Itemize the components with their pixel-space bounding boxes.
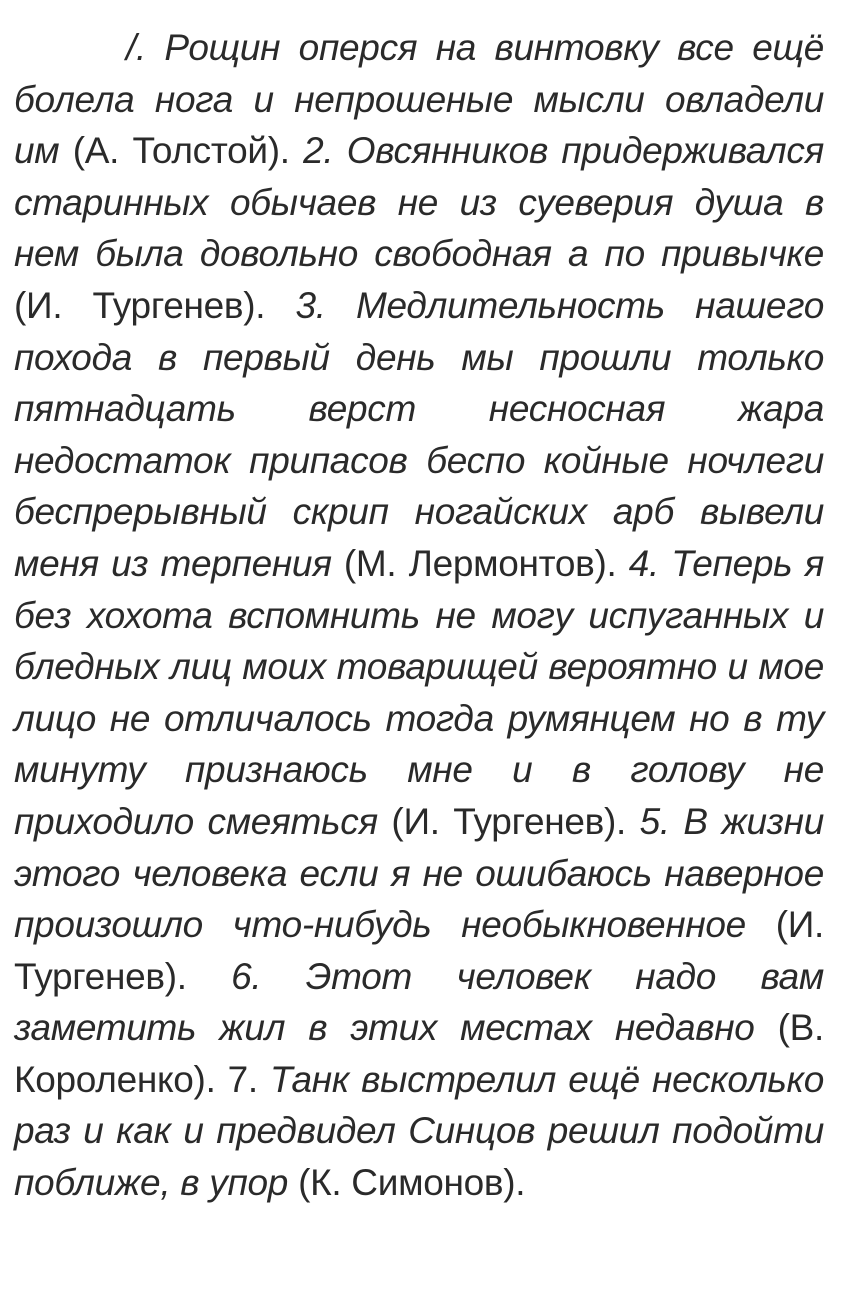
source-4: (И. Тургенев). [377,800,640,842]
source-5: (И. Тургенев). [14,904,824,997]
source-6: (В. Короленко). 7. [14,1007,824,1100]
sentence-7: Танк выстрелил ещё несколько раз и как и предвидел Синцов решил подойти поближе, в упор [14,1058,824,1204]
sentence-4: 4. Теперь я без хохота вспомнить не могу испуганных и бледных лиц моих товарищей вероятно и мое лицо не отличалось тогда румянцем но в ту минуту признаюсь мне и в голову не приходило смеяться [14,542,824,842]
sentence-6: 6. Этот человек надо вам заметить жил в этих местах недавно [14,955,824,1049]
sentence-1: /. Рощин оперся на винтовку все ещё болела нога и непрошеные мысли овладели им [14,27,824,172]
sentence-2: 2. Овсянников придерживался старинных обычаев не из суеверия душа в нем была довольно свободная а по привычке [14,130,824,275]
source-2: (И. Тургенев). [14,284,296,326]
exercise-paragraph [14,22,824,1209]
sentence-5: 5. В жизни этого человека если я не ошибаюсь наверное произошло что-нибудь необыкновенное [14,800,824,946]
source-3: (М. Лермонтов). [331,542,629,584]
sentence-3: 3. Медлительность нашего похода в первый день мы прошли только пятнадцать верст несносная жара недостаток припасов беспо койные ночлеги беспрерывный скрип ногайских арб вывели меня из терпения [14,284,825,584]
source-7: (К. Симонов). [288,1162,526,1204]
source-1: (А. Толстой). [59,130,304,172]
